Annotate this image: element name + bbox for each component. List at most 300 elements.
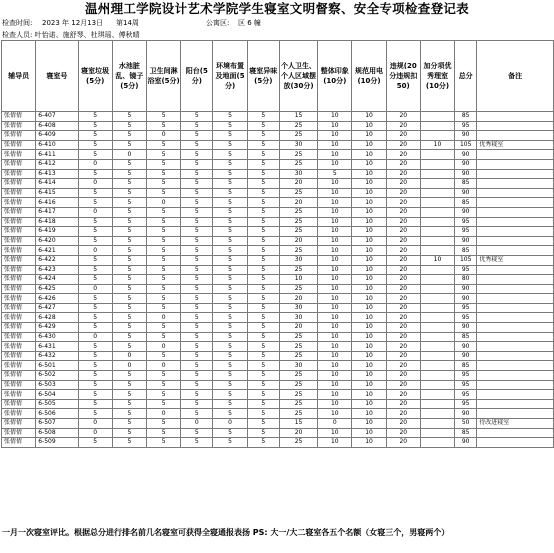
- cell-odor: 5: [247, 303, 279, 313]
- cell-personal: 25: [279, 217, 317, 227]
- cell-trash: 0: [78, 159, 112, 169]
- cell-counselor: 张倩倩: [2, 284, 36, 294]
- cell-bathroom: 5: [147, 419, 181, 429]
- cell-counselor: 张倩倩: [2, 246, 36, 256]
- cell-balcony: 5: [181, 323, 213, 333]
- cell-trash: 5: [78, 399, 112, 409]
- table-row: [2, 361, 554, 371]
- cell-electricity: 10: [352, 131, 386, 141]
- cell-impression: 10: [318, 236, 352, 246]
- cell-impression: 10: [318, 323, 352, 333]
- cell-remarks: [477, 150, 554, 160]
- cell-impression: 10: [318, 294, 352, 304]
- table-row: [2, 275, 554, 285]
- cell-environment: 5: [213, 188, 247, 198]
- cell-counselor: 张倩倩: [2, 428, 36, 438]
- cell-sink: 5: [112, 140, 146, 150]
- cell-odor: 5: [247, 399, 279, 409]
- table-row: [2, 140, 554, 150]
- col-header-environment: 环境布置及地面(5分): [213, 41, 247, 112]
- cell-impression: 10: [318, 255, 352, 265]
- cell-personal: 25: [279, 438, 317, 448]
- week-label: 第14周: [116, 19, 139, 27]
- cell-bonus: [420, 419, 454, 429]
- cell-room: 6-413: [36, 169, 78, 179]
- cell-sink: 5: [112, 227, 146, 237]
- cell-bonus: [420, 371, 454, 381]
- cell-personal: 25: [279, 409, 317, 419]
- cell-balcony: 5: [181, 159, 213, 169]
- table-row: [2, 121, 554, 131]
- cell-remarks: [477, 399, 554, 409]
- cell-bathroom: 0: [147, 409, 181, 419]
- cell-odor: 5: [247, 332, 279, 342]
- cell-room: 6-429: [36, 323, 78, 333]
- cell-electricity: 10: [352, 217, 386, 227]
- cell-violation: 20: [386, 294, 420, 304]
- cell-room: 6-416: [36, 198, 78, 208]
- cell-bonus: [420, 246, 454, 256]
- cell-impression: 10: [318, 159, 352, 169]
- cell-environment: 5: [213, 332, 247, 342]
- cell-impression: 10: [318, 284, 352, 294]
- cell-personal: 20: [279, 323, 317, 333]
- cell-electricity: 10: [352, 371, 386, 381]
- cell-remarks: 优秀寝室: [477, 255, 554, 265]
- table-row: [2, 169, 554, 179]
- cell-balcony: 5: [181, 313, 213, 323]
- cell-sink: 5: [112, 179, 146, 189]
- cell-trash: 0: [78, 207, 112, 217]
- cell-balcony: 5: [181, 380, 213, 390]
- cell-sink: 5: [112, 428, 146, 438]
- cell-personal: 30: [279, 303, 317, 313]
- cell-counselor: 张倩倩: [2, 303, 36, 313]
- cell-trash: 0: [78, 428, 112, 438]
- cell-trash: 5: [78, 303, 112, 313]
- table-body: [2, 112, 554, 448]
- cell-sink: 5: [112, 313, 146, 323]
- cell-room: 6-507: [36, 419, 78, 429]
- cell-counselor: 张倩倩: [2, 169, 36, 179]
- cell-counselor: 张倩倩: [2, 265, 36, 275]
- cell-environment: 5: [213, 380, 247, 390]
- cell-bonus: [420, 323, 454, 333]
- cell-total: 95: [455, 371, 477, 381]
- cell-total: 95: [455, 121, 477, 131]
- cell-electricity: 10: [352, 351, 386, 361]
- cell-bathroom: 5: [147, 217, 181, 227]
- cell-balcony: 5: [181, 112, 213, 122]
- cell-bathroom: 5: [147, 227, 181, 237]
- cell-impression: 10: [318, 332, 352, 342]
- cell-electricity: 10: [352, 399, 386, 409]
- cell-odor: 5: [247, 265, 279, 275]
- cell-balcony: 5: [181, 236, 213, 246]
- col-header-remarks: 备注: [477, 41, 554, 112]
- cell-trash: 5: [78, 198, 112, 208]
- cell-electricity: 10: [352, 140, 386, 150]
- cell-impression: 10: [318, 265, 352, 275]
- cell-trash: 5: [78, 140, 112, 150]
- cell-impression: 10: [318, 303, 352, 313]
- cell-room: 6-502: [36, 371, 78, 381]
- cell-violation: 20: [386, 159, 420, 169]
- cell-bonus: [420, 207, 454, 217]
- table-row: [2, 265, 554, 275]
- table-row: [2, 255, 554, 265]
- cell-environment: 5: [213, 342, 247, 352]
- cell-room: 6-408: [36, 121, 78, 131]
- cell-sink: 5: [112, 207, 146, 217]
- cell-remarks: [477, 390, 554, 400]
- cell-electricity: 10: [352, 409, 386, 419]
- cell-personal: 25: [279, 380, 317, 390]
- cell-odor: 5: [247, 198, 279, 208]
- cell-odor: 5: [247, 217, 279, 227]
- cell-bonus: [420, 313, 454, 323]
- cell-environment: 5: [213, 399, 247, 409]
- cell-remarks: [477, 380, 554, 390]
- cell-impression: 10: [318, 227, 352, 237]
- cell-remarks: [477, 275, 554, 285]
- cell-bathroom: 5: [147, 294, 181, 304]
- cell-bonus: [420, 217, 454, 227]
- cell-remarks: [477, 438, 554, 448]
- cell-trash: 5: [78, 361, 112, 371]
- cell-impression: 10: [318, 371, 352, 381]
- cell-violation: 20: [386, 112, 420, 122]
- cell-remarks: [477, 284, 554, 294]
- cell-violation: 20: [386, 313, 420, 323]
- cell-balcony: 5: [181, 255, 213, 265]
- cell-bathroom: 0: [147, 131, 181, 141]
- cell-environment: 5: [213, 159, 247, 169]
- cell-total: 95: [455, 227, 477, 237]
- cell-sink: 5: [112, 112, 146, 122]
- cell-counselor: 张倩倩: [2, 188, 36, 198]
- cell-environment: 5: [213, 351, 247, 361]
- cell-bonus: [420, 227, 454, 237]
- cell-odor: 5: [247, 236, 279, 246]
- cell-violation: 20: [386, 438, 420, 448]
- cell-electricity: 10: [352, 179, 386, 189]
- cell-personal: 30: [279, 313, 317, 323]
- cell-counselor: 张倩倩: [2, 227, 36, 237]
- cell-environment: 0: [213, 419, 247, 429]
- cell-bathroom: 5: [147, 399, 181, 409]
- cell-bathroom: 5: [147, 380, 181, 390]
- cell-violation: 20: [386, 246, 420, 256]
- cell-room: 6-424: [36, 275, 78, 285]
- cell-personal: 20: [279, 294, 317, 304]
- cell-balcony: 5: [181, 438, 213, 448]
- cell-total: 90: [455, 351, 477, 361]
- cell-trash: 5: [78, 275, 112, 285]
- cell-bonus: [420, 303, 454, 313]
- inspection-info: [2, 17, 550, 29]
- cell-counselor: 张倩倩: [2, 131, 36, 141]
- cell-sink: 5: [112, 159, 146, 169]
- cell-trash: 5: [78, 169, 112, 179]
- cell-bathroom: 5: [147, 236, 181, 246]
- cell-personal: 25: [279, 371, 317, 381]
- cell-violation: 20: [386, 140, 420, 150]
- cell-impression: 10: [318, 217, 352, 227]
- table-row: [2, 371, 554, 381]
- cell-bathroom: 5: [147, 390, 181, 400]
- cell-violation: 20: [386, 150, 420, 160]
- cell-bathroom: 0: [147, 342, 181, 352]
- cell-bonus: [420, 121, 454, 131]
- cell-impression: 10: [318, 140, 352, 150]
- cell-sink: 5: [112, 303, 146, 313]
- cell-remarks: 优秀寝室: [477, 140, 554, 150]
- cell-counselor: 张倩倩: [2, 294, 36, 304]
- cell-balcony: 5: [181, 150, 213, 160]
- cell-trash: 0: [78, 246, 112, 256]
- cell-counselor: 张倩倩: [2, 121, 36, 131]
- cell-trash: 0: [78, 332, 112, 342]
- cell-personal: 20: [279, 428, 317, 438]
- cell-room: 6-412: [36, 159, 78, 169]
- cell-bonus: [420, 159, 454, 169]
- table-row: [2, 303, 554, 313]
- cell-counselor: 张倩倩: [2, 323, 36, 333]
- cell-violation: 20: [386, 227, 420, 237]
- cell-environment: 5: [213, 140, 247, 150]
- cell-sink: 5: [112, 255, 146, 265]
- cell-impression: 10: [318, 390, 352, 400]
- cell-violation: 20: [386, 323, 420, 333]
- cell-counselor: 张倩倩: [2, 112, 36, 122]
- cell-trash: 5: [78, 438, 112, 448]
- cell-personal: 25: [279, 399, 317, 409]
- cell-room: 6-501: [36, 361, 78, 371]
- cell-room: 6-506: [36, 409, 78, 419]
- cell-sink: 5: [112, 380, 146, 390]
- cell-sink: 5: [112, 438, 146, 448]
- cell-electricity: 10: [352, 112, 386, 122]
- table-row: [2, 236, 554, 246]
- table-row: [2, 323, 554, 333]
- cell-counselor: 张倩倩: [2, 342, 36, 352]
- header-row: [2, 41, 554, 112]
- cell-bathroom: 5: [147, 438, 181, 448]
- cell-total: 85: [455, 332, 477, 342]
- table-row: [2, 390, 554, 400]
- cell-room: 6-425: [36, 284, 78, 294]
- cell-electricity: 10: [352, 342, 386, 352]
- cell-total: 85: [455, 428, 477, 438]
- cell-bonus: [420, 179, 454, 189]
- cell-room: 6-430: [36, 332, 78, 342]
- cell-odor: 5: [247, 159, 279, 169]
- cell-balcony: 5: [181, 361, 213, 371]
- cell-violation: 20: [386, 207, 420, 217]
- time-value: 2023 年 12月13日: [42, 19, 104, 27]
- cell-environment: 5: [213, 121, 247, 131]
- cell-odor: 5: [247, 342, 279, 352]
- cell-electricity: 10: [352, 275, 386, 285]
- cell-counselor: 张倩倩: [2, 438, 36, 448]
- cell-bathroom: 5: [147, 428, 181, 438]
- cell-total: 85: [455, 179, 477, 189]
- cell-electricity: 10: [352, 303, 386, 313]
- cell-balcony: 5: [181, 227, 213, 237]
- cell-personal: 25: [279, 188, 317, 198]
- sheet-title: 温州理工学院设计艺术学院学生寝室文明督察、安全专项检查登记表: [84, 1, 469, 16]
- cell-remarks: [477, 131, 554, 141]
- col-header-personal: 个人卫生、个人区域摆放(30分): [279, 41, 317, 112]
- cell-electricity: 10: [352, 390, 386, 400]
- cell-bathroom: 5: [147, 351, 181, 361]
- cell-bathroom: 0: [147, 313, 181, 323]
- table-row: [2, 207, 554, 217]
- cell-remarks: [477, 303, 554, 313]
- cell-personal: 25: [279, 390, 317, 400]
- cell-impression: 10: [318, 351, 352, 361]
- cell-odor: 5: [247, 188, 279, 198]
- cell-impression: 10: [318, 112, 352, 122]
- cell-odor: 5: [247, 246, 279, 256]
- table-row: [2, 351, 554, 361]
- cell-bonus: [420, 275, 454, 285]
- cell-room: 6-407: [36, 112, 78, 122]
- cell-room: 6-509: [36, 438, 78, 448]
- cell-counselor: 张倩倩: [2, 419, 36, 429]
- cell-counselor: 张倩倩: [2, 140, 36, 150]
- cell-personal: 30: [279, 361, 317, 371]
- cell-bathroom: 5: [147, 371, 181, 381]
- cell-violation: 20: [386, 121, 420, 131]
- cell-trash: 5: [78, 131, 112, 141]
- col-header-odor: 寝室异味(5分): [247, 41, 279, 112]
- cell-sink: 5: [112, 246, 146, 256]
- cell-environment: 5: [213, 313, 247, 323]
- cell-counselor: 张倩倩: [2, 150, 36, 160]
- cell-bathroom: 5: [147, 112, 181, 122]
- cell-violation: 20: [386, 399, 420, 409]
- cell-personal: 25: [279, 265, 317, 275]
- cell-remarks: [477, 207, 554, 217]
- cell-electricity: 10: [352, 284, 386, 294]
- table-row: [2, 246, 554, 256]
- cell-trash: 5: [78, 227, 112, 237]
- cell-total: 95: [455, 313, 477, 323]
- cell-personal: 25: [279, 131, 317, 141]
- cell-odor: 5: [247, 294, 279, 304]
- table-row: [2, 198, 554, 208]
- cell-electricity: 10: [352, 246, 386, 256]
- cell-remarks: [477, 121, 554, 131]
- cell-electricity: 10: [352, 438, 386, 448]
- cell-sink: 5: [112, 236, 146, 246]
- cell-total: 90: [455, 409, 477, 419]
- cell-personal: 15: [279, 419, 317, 429]
- cell-trash: 5: [78, 236, 112, 246]
- table-row: [2, 409, 554, 419]
- cell-total: 80: [455, 275, 477, 285]
- cell-trash: 5: [78, 409, 112, 419]
- cell-violation: 20: [386, 255, 420, 265]
- cell-sink: 5: [112, 275, 146, 285]
- table-row: [2, 131, 554, 141]
- cell-bonus: [420, 112, 454, 122]
- cell-odor: 5: [247, 390, 279, 400]
- cell-sink: 0: [112, 150, 146, 160]
- cell-personal: 15: [279, 112, 317, 122]
- cell-bathroom: 5: [147, 284, 181, 294]
- cell-environment: 5: [213, 323, 247, 333]
- cell-violation: 20: [386, 275, 420, 285]
- cell-remarks: [477, 294, 554, 304]
- cell-balcony: 5: [181, 217, 213, 227]
- cell-impression: 10: [318, 207, 352, 217]
- cell-counselor: 张倩倩: [2, 399, 36, 409]
- cell-impression: 10: [318, 399, 352, 409]
- cell-bathroom: 5: [147, 207, 181, 217]
- col-header-total: 总分: [455, 41, 477, 112]
- cell-trash: 5: [78, 390, 112, 400]
- cell-counselor: 张倩倩: [2, 371, 36, 381]
- cell-violation: 20: [386, 188, 420, 198]
- cell-environment: 5: [213, 275, 247, 285]
- cell-odor: 5: [247, 121, 279, 131]
- cell-environment: 5: [213, 131, 247, 141]
- cell-electricity: 10: [352, 323, 386, 333]
- area-value: 区 6 幢: [238, 19, 261, 27]
- cell-room: 6-427: [36, 303, 78, 313]
- cell-room: 6-421: [36, 246, 78, 256]
- footer-note: 一月一次寝室评比。根据总分进行排名前几名寝室可获得全寝通报表扬 PS: 大一/大二寝室各五个名额（女寝三个，男寝两个）: [2, 528, 450, 537]
- cell-impression: 10: [318, 342, 352, 352]
- cell-sink: 5: [112, 294, 146, 304]
- cell-environment: 5: [213, 112, 247, 122]
- cell-bonus: [420, 428, 454, 438]
- table-row: [2, 188, 554, 198]
- cell-impression: 10: [318, 380, 352, 390]
- cell-violation: 20: [386, 419, 420, 429]
- table-row: [2, 284, 554, 294]
- cell-remarks: [477, 217, 554, 227]
- cell-trash: 5: [78, 313, 112, 323]
- cell-environment: 5: [213, 294, 247, 304]
- cell-trash: 5: [78, 217, 112, 227]
- cell-bonus: [420, 409, 454, 419]
- cell-impression: 10: [318, 198, 352, 208]
- cell-total: 95: [455, 303, 477, 313]
- cell-balcony: 5: [181, 294, 213, 304]
- cell-electricity: 10: [352, 361, 386, 371]
- cell-balcony: 5: [181, 121, 213, 131]
- cell-room: 6-428: [36, 313, 78, 323]
- cell-electricity: 10: [352, 332, 386, 342]
- cell-impression: 10: [318, 361, 352, 371]
- cell-environment: 5: [213, 361, 247, 371]
- inspectors-info: [2, 30, 550, 40]
- cell-violation: 20: [386, 332, 420, 342]
- cell-remarks: [477, 112, 554, 122]
- cell-balcony: 5: [181, 188, 213, 198]
- cell-sink: 5: [112, 399, 146, 409]
- cell-environment: 5: [213, 428, 247, 438]
- cell-personal: 25: [279, 342, 317, 352]
- cell-balcony: 5: [181, 371, 213, 381]
- cell-balcony: 5: [181, 399, 213, 409]
- cell-room: 6-426: [36, 294, 78, 304]
- cell-impression: 10: [318, 179, 352, 189]
